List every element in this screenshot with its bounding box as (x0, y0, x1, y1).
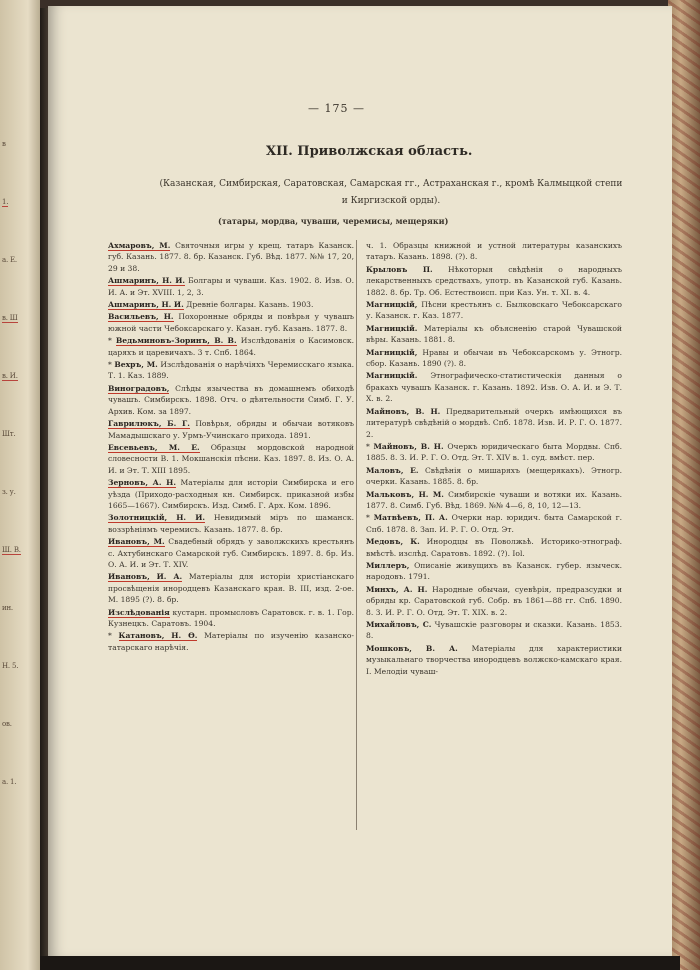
entry-author: Золотницкій, Н. И. (108, 513, 206, 523)
entry-text: Слѣды язычества въ домашнемъ обиходѣ чувашъ. Симбирскъ. 1898. Отч. о дѣятельности Симб. Г. У. Архив. Ком. за 1897. (108, 383, 354, 416)
entry-author: Васильевъ, Н. (108, 312, 174, 322)
entry-author: Минхъ, А. Н. (366, 584, 428, 594)
entry-author: Магницкій, (366, 300, 418, 310)
entry-text: Чувашскіе разговоры и сказки. Казань. 1853. 8. (366, 620, 622, 641)
bibliography-entry (366, 240, 622, 263)
book-cover-edge (668, 0, 700, 970)
entry-author: Михайловъ, С. (366, 620, 432, 629)
left-page-fragment: в (2, 140, 6, 148)
entry-text: Пѣсни крестьянъ с. Былковскаго Чебоксарскаго у. Казанск. г. Каз. 1877. (366, 300, 622, 321)
bibliography-entry (108, 335, 354, 358)
peoples-list: (татары, мордва, чуваши, черемисы, мещеряки) (218, 216, 449, 226)
entry-text: Инородцы въ Поволжьѣ. Историко-этнограф. вмѣстѣ. изслѣд. Саратовъ. 1892. (?). Iol. (366, 537, 622, 558)
left-page-fragment: Ш. В. (2, 546, 21, 554)
entry-text: Нравы и обычаи въ Чебоксарскомъ у. Этногр. сбор. Казань. 1890 (?). 8. (366, 347, 622, 369)
entry-author: Изслѣдованія (108, 607, 170, 617)
bibliography-entry (366, 560, 622, 583)
bibliography-entry (366, 465, 622, 488)
entry-text: Невидимый міръ по шаманск. воззрѣніямъ черемисъ. Казань. 1877. 8. бр. (108, 513, 354, 534)
bibliography-entry (108, 607, 354, 630)
bibliography-entry (108, 311, 354, 334)
entry-author: Майновъ, В. Н. (366, 406, 441, 416)
entry-text: Описаніе живущихъ въ Казанск. губер. языческ. народовъ. 1791. (366, 560, 622, 582)
bibliography-entry (108, 299, 354, 310)
bibliography-entry (366, 643, 622, 677)
entry-text: Похоронные обряды и повѣрья у чувашъ южной части Чебоксарскаго у. Казан. губ. Казань. 1877. 8. (108, 312, 354, 333)
entry-author: Мошковъ, В. А. (366, 643, 458, 653)
left-page-fragment: 1. (2, 198, 9, 206)
entry-text: Матеріалы для исторіи Симбирска и его уѣзда (Приходо-расходныя кн. Симбирск. приказной избы 1665—1667). Симбирскъ. Изд. Симб. Г. Арх. Ком. 1896. (108, 478, 355, 510)
asterisk-mark: * (108, 360, 115, 370)
entry-text: Матеріалы по изученію казанско-татарскаго нарѣчія. (108, 631, 354, 652)
section-subtitle: (Казанская, Симбирская, Саратовская, Самарская гг., Астраханская г., кромѣ Калмыцкой степи и Киргизской орды). (159, 179, 623, 206)
entry-author: Ивановъ, М. (108, 537, 165, 547)
entry-author: Магницкій, (366, 347, 418, 357)
bibliography-entry (108, 442, 354, 476)
left-page-fragment: Н. 5. (2, 662, 19, 670)
bibliography-entry (366, 264, 622, 298)
entry-author: Зерновъ, А. Н. (108, 478, 176, 488)
entry-author: Евсевьевъ, М. Е. (108, 442, 200, 452)
bibliography-entry (366, 370, 622, 404)
left-page-fragment: Шт. (2, 430, 16, 438)
asterisk-mark: * (108, 631, 119, 641)
column-divider (356, 240, 357, 830)
left-page-fragment: ов. (2, 720, 12, 728)
left-page-fragment: з. у. (2, 488, 16, 496)
entry-author: Матвѣевъ, П. А. (373, 513, 448, 523)
entry-author: Медовъ, К. (366, 537, 420, 547)
bibliography-entry (366, 489, 622, 512)
bibliography-entry (108, 383, 354, 417)
bibliography-entry (366, 347, 622, 370)
bibliography-entry (108, 418, 354, 441)
entry-author: Магницкій. (366, 371, 418, 381)
entry-text: ч. 1. Образцы книжной и устной литературы казанскихъ татаръ. Казань. 1898. (?). 8. (366, 241, 622, 262)
entry-author: Миллеръ, (366, 560, 410, 570)
section-title: XII. Приволжская область. (266, 144, 473, 159)
book-page (48, 6, 672, 956)
entry-text: Нѣкоторыя свѣдѣнія о народныхъ лекарственныхъ средствахъ, употр. въ Казанской губ. Казань. 1882. 8. бр. Тр. Об. Естествоисп. при Каз. Ун. т. XI. в. 4. (366, 264, 622, 297)
left-page-fragment: а. 1. (2, 778, 17, 786)
left-column (108, 240, 354, 654)
entry-author: Крыловъ П. (366, 264, 433, 274)
entry-text: Симбирскіе чуваши и вотяки их. Казань. 1877. 8. Симб. Губ. Вѣд. 1869. №№ 4—6, 8, 10, 12—13. (366, 489, 622, 510)
entry-text: Изслѣдованія о нарѣчіяхъ Черемисскаго языка. Т. 1. Каз. 1889. (108, 360, 355, 381)
asterisk-mark: * (366, 441, 374, 451)
bibliography-entry (108, 477, 354, 511)
entry-text: кустарн. промысловъ Саратовск. г. в. 1. Гор. Кузнецкъ. Саратовъ. 1904. (108, 607, 354, 628)
entry-text: Матеріалы для характеристики музыкальнаго творчества инородцевъ волжско-камскаго края. І. Мелодіи чуваш- (366, 643, 623, 676)
bibliography-entry (108, 275, 354, 298)
entry-author: Ашмаринъ, Н. И. (108, 276, 186, 286)
bibliography-entry (366, 584, 622, 618)
bibliography-entry (366, 299, 622, 322)
bibliography-entry (366, 512, 622, 535)
entry-author: Маловъ, Е. (366, 465, 419, 475)
entry-author: Вехръ, М. (114, 360, 158, 370)
entry-author: Катановъ, Н. Ө. (118, 631, 198, 641)
entry-text: Изслѣдованія о Касимовск. царяхъ и царевичахъ. 3 т. Спб. 1864. (108, 336, 354, 357)
entry-text: Свѣдѣнія о мишаряхъ (мещерякахъ). Этногр. очерки. Казань. 1885. 8. бр. (366, 465, 622, 487)
entry-text: Этнографическо-статистическія данныя о бракахъ чувашъ Казанск. г. Казань. 1892. Изв. О. А. И. и Э. Т. X. в. 2. (366, 371, 622, 404)
bibliography-entry (366, 441, 622, 464)
entry-author: Ведьминовъ-Зоринъ, В. В. (115, 336, 237, 346)
left-page-fragment: а. Е. (2, 256, 17, 264)
entry-text: Болгары и чуваши. Каз. 1902. 8. Изв. О. И. А. и Эт. XVIII. 1, 2, 3. (108, 276, 354, 297)
bibliography-entry (108, 536, 354, 570)
entry-text: Предварительный очеркъ имѣющихся въ литературѣ свѣдѣній о мордвѣ. Спб. 1878. Изв. И. Р. Г. О. 1877. 2. (366, 406, 622, 439)
page-number: — 175 — (308, 102, 365, 115)
bibliography-entry (108, 240, 354, 274)
bibliography-entry (108, 359, 354, 382)
left-page-fragment: в. И. (2, 372, 18, 380)
entry-author: Гаврилюкъ, Б. Г. (108, 419, 190, 429)
bibliography-entry (108, 630, 354, 653)
entry-author: Майновъ, В. Н. (373, 441, 444, 451)
entry-text: Свадебный обрядъ у заволжскихъ крестьянъ с. Ахтубинскаго Самарской губ. Симбирскъ. 1897. 8. бр. Из. О. А. И. и Эт. Т. XIV. (108, 537, 354, 569)
entry-text: Повѣрья, обряды и обычаи вотяковъ Мамадышскаго у. Урмъ-Учинскаго прихода. 1891. (108, 419, 354, 440)
entry-text: Матеріалы къ объясненію старой Чувашской вѣры. Казань. 1881. 8. (366, 323, 622, 345)
bibliography-entry (108, 571, 354, 605)
entry-text: Святочныя игры у крещ. татаръ Казанск. губ. Казань. 1877. 8. бр. Казанск. Губ. Вѣд. 1877. №№ 17, 20, 29 и 38. (108, 241, 354, 273)
asterisk-mark: * (108, 336, 116, 346)
entry-author: Ашмаринъ, Н. И. (108, 300, 184, 310)
asterisk-mark: * (366, 513, 374, 523)
adjacent-left-page (0, 0, 40, 970)
entry-text: Матеріалы для исторіи христіанскаго просвѣщенія инородцевъ Казанскаго края. В. III, изд. 2-ое. М. 1895 (?). 8. бр. (108, 572, 354, 605)
entry-author: Виноградовъ, (108, 383, 170, 393)
entry-text: Очеркъ юридическаго быта Мордвы. Спб. 1885. 8. З. И. Р. Г. О. Отд. Эт. Т. XIV в. 1. суд. вмѣст. пер. (366, 441, 623, 463)
entry-author: Магницкій. (366, 323, 418, 333)
entry-text: Народные обычаи, суевѣрія, предразсудки и обряды кр. Саратовской губ. Собр. въ 1861—88 гг. Спб. 1890. 8. З. И. Р. Г. О. Отд. Эт. Т. XIX. в. 2. (366, 584, 622, 617)
right-column (366, 240, 622, 678)
left-page-fragment: ин. (2, 604, 13, 612)
bibliography-entry (108, 512, 354, 535)
bibliography-entry (366, 406, 622, 440)
left-page-fragment: в. Ш (2, 314, 18, 322)
bibliography-entry (366, 619, 622, 642)
entry-text: Древніе болгары. Казань. 1903. (186, 300, 314, 310)
entry-author: Мальковъ, Н. М. (366, 489, 444, 499)
bibliography-entry (366, 323, 622, 346)
entry-text: Очерки нар. юридич. быта Самарской г. Спб. 1878. 8. Зап. И. Р. Г. О. Отд. Эт. (366, 513, 623, 534)
bottom-edge-shadow (40, 956, 680, 970)
entry-author: Ахмаровъ, М. (108, 241, 171, 250)
entry-text: Образцы мордовской народной словесности В. 1. Мокшанскія пѣсни. Каз. 1897. 8. Из. О. А. И. и Эт. Т. XIII 1895. (108, 442, 354, 475)
entry-author: Ивановъ, И. А. (108, 572, 183, 582)
bibliography-entry (366, 536, 622, 559)
